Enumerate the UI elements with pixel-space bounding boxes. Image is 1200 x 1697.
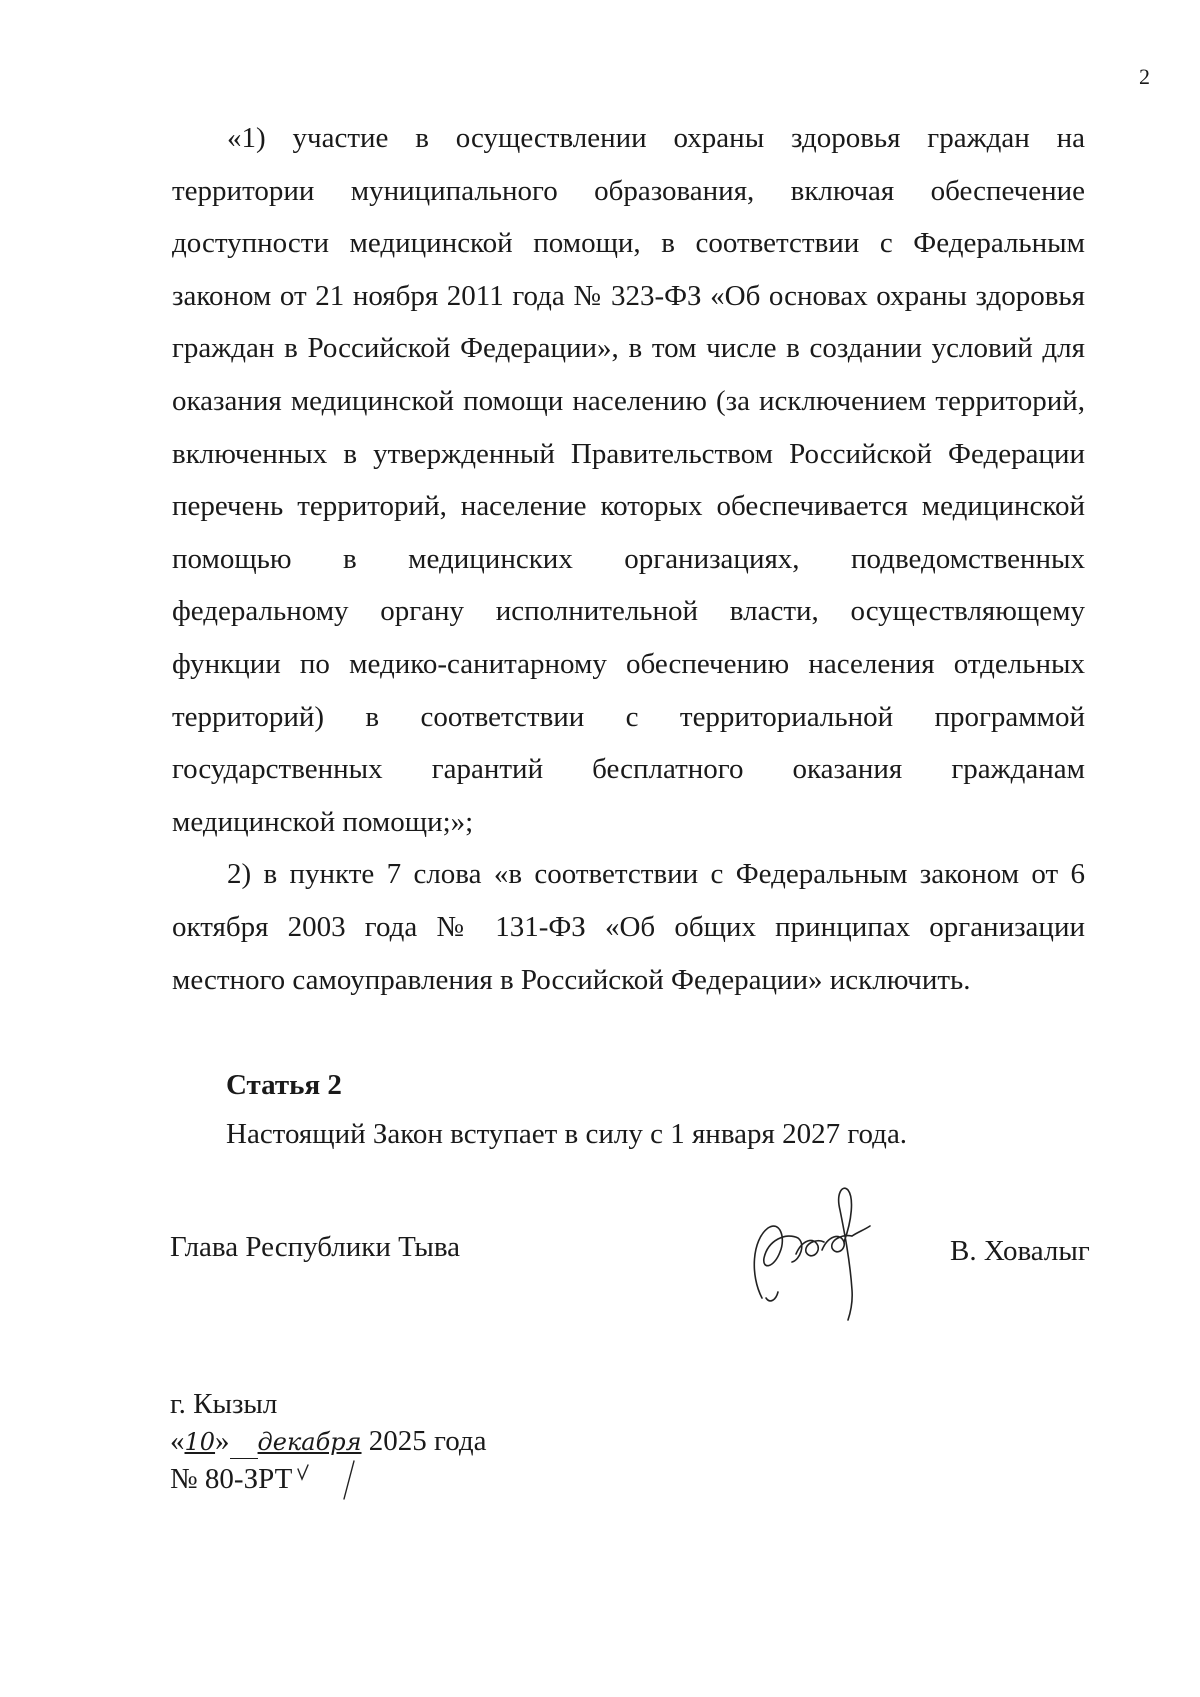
article-1-amendments [172,112,1085,1006]
paragraph-item-2: 2) в пункте 7 слова «в соответствии с Федеральным законом от 6 октября 2003 года № 131-ФЗ «Об общих принципах организации местного самоуправления в Российской Федерации» исключить. [172,858,1085,996]
check-mark-icon [296,1455,386,1515]
date-day: 10 [184,1428,216,1456]
date-quote-open: « [170,1425,185,1457]
date-year: 2025 года [368,1425,487,1457]
article-2-heading: Статья 2 [226,1069,342,1101]
date-quote-close: » [215,1425,230,1457]
article-2-text: Настоящий Закон вступает в силу с 1 января 2027 года. [226,1118,908,1150]
signatory-title: Глава Республики Тыва [170,1231,461,1263]
date-underline [230,1425,258,1459]
date-month: декабря [257,1428,362,1456]
signatory-name: В. Ховалыг [950,1235,1090,1267]
page-number: 2 [1139,64,1150,89]
signature-icon [740,1180,890,1330]
law-number: № 80-ЗРТ [170,1463,293,1495]
signing-date [170,1425,486,1459]
place-of-signing: г. Кызыл [170,1388,278,1420]
paragraph-item-1: «1) участие в осуществлении охраны здоровья граждан на территории муниципального образования, включая обеспечение доступности медицинской помощи, в соответствии с Федеральным законом от 21 ноября 2011 года № 323-ФЗ «Об основах охраны здоровья граждан в Российской Федерации», в том числе в создании условий для оказания медицинской помощи населению (за исключением территорий, включенных в утвержденный Правительством Российской Федерации перечень территорий, население которых обеспечивается медицинской помощью в медицинских организациях, подведомственных федеральному органу исполнительной власти, осуществляющему функции по медико-санитарному обеспечению населения отдельных территорий) в соответствии с территориальной программой государственных гарантий бесплатного оказания гражданам медицинской помощи;»; [172,122,1085,838]
